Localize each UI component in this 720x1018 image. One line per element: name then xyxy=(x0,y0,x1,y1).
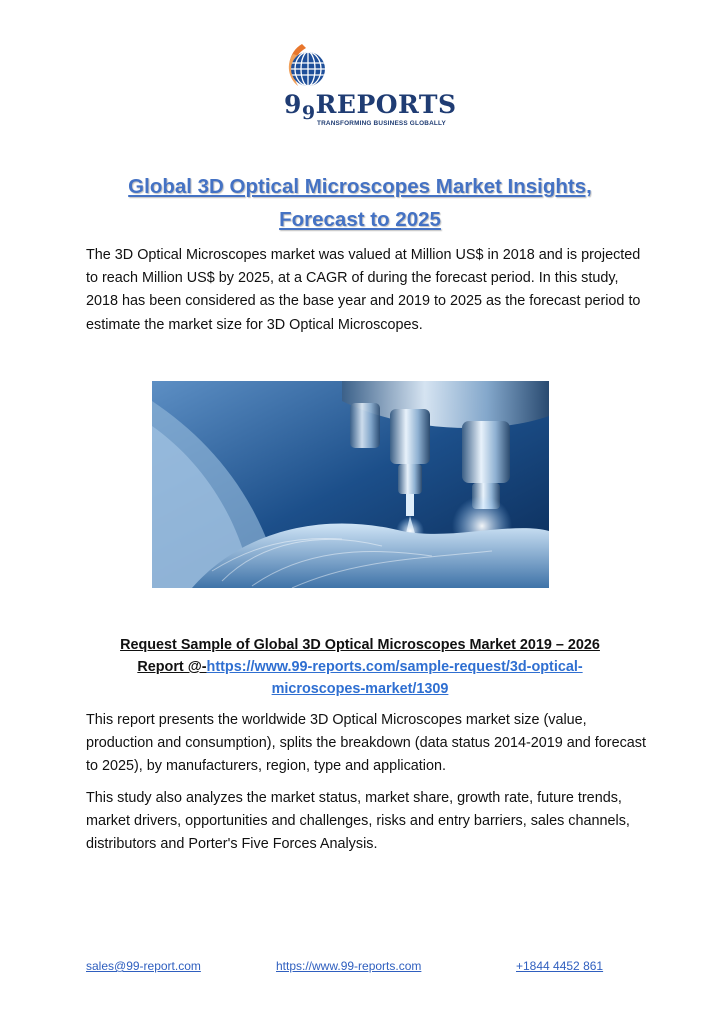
request-label-line1: Request Sample of Global 3D Optical Microscopes Market 2019 – 2026 xyxy=(120,637,600,653)
microscope-image xyxy=(152,381,549,588)
brand-logo xyxy=(284,42,457,134)
page-title xyxy=(60,170,660,236)
request-label-line2: Report @- xyxy=(137,659,207,675)
title-line-2: Forecast to 2025 xyxy=(279,208,441,231)
footer-email-link[interactable]: sales@99-report.com xyxy=(86,959,201,973)
title-line-1: Global 3D Optical Microscopes Market Insights, xyxy=(128,175,592,198)
intro-paragraph: The 3D Optical Microscopes market was valued at Million US$ in 2018 and is projected to reach Million US$ by 2025, at a CAGR of during the forecast period. In this study, 2018 has been considered as the base year and 2019 to 2025 as the forecast period to estimate the market size for 3D Optical Microscopes. xyxy=(86,247,641,333)
request-sample-block xyxy=(86,634,634,700)
study-paragraph: This study also analyzes the market status, market share, growth rate, future trends, market drivers, opportunities and challenges, risks and entry barriers, sales channels, distributors and Porter's Five Forces Analysis. xyxy=(86,790,630,853)
brand-tagline: TRANSFORMING BUSINESS GLOBALLY xyxy=(317,120,446,127)
sample-request-link-cont[interactable]: microscopes-market/1309 xyxy=(271,681,449,697)
footer-phone-link[interactable]: +1844 4452 861 xyxy=(516,959,604,973)
brand-wordmark: $9_9REPORTS$ xyxy=(284,90,457,124)
sample-request-link[interactable]: https://www.99-reports.com/sample-request/3d-optical- xyxy=(206,659,583,675)
report-paragraph: This report presents the worldwide 3D Optical Microscopes market size (value, production and consumption), splits the breakdown (data status 2014-2019 and forecast to 2025), by manufacturers, region, type and application. xyxy=(86,712,646,775)
footer-website-link[interactable]: https://www.99-reports.com xyxy=(276,959,422,973)
